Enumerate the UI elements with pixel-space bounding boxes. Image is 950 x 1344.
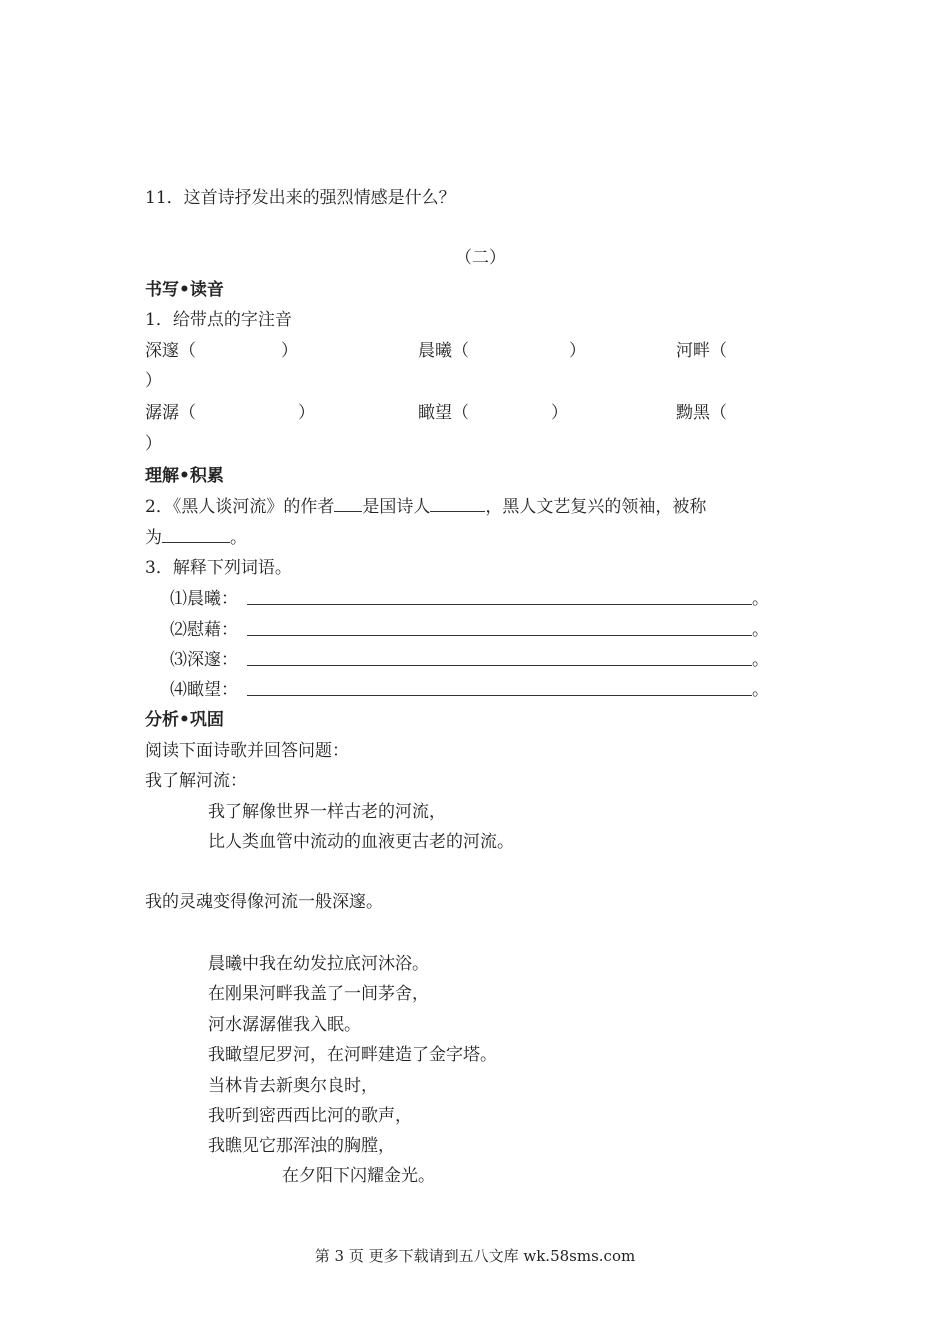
pinyin-item bbox=[676, 402, 727, 424]
open-paren: （ bbox=[179, 403, 196, 423]
pinyin-item bbox=[418, 402, 568, 424]
pinyin-item bbox=[145, 340, 298, 362]
close-paren: ） bbox=[281, 341, 298, 361]
nationality-blank[interactable] bbox=[430, 495, 485, 512]
item-word: 深邃 bbox=[145, 341, 179, 361]
question-3-prompt: 3．解释下列词语。 bbox=[145, 558, 292, 578]
author-blank[interactable] bbox=[334, 495, 362, 512]
close-paren: ） bbox=[551, 403, 568, 423]
page-footer: 第 3 页 更多下载请到五八文库 wk.58sms.com bbox=[314, 1247, 636, 1265]
question-2-line1 bbox=[145, 495, 706, 518]
definition-answer-line[interactable] bbox=[247, 665, 752, 666]
poem-line: 我了解河流： bbox=[145, 771, 247, 791]
item-word: 黝黑 bbox=[676, 403, 710, 423]
pinyin-item bbox=[145, 402, 315, 424]
q2-end: 。 bbox=[230, 528, 247, 548]
heading-understanding: 理解•积累 bbox=[145, 466, 224, 486]
question-11: 11．这首诗抒发出来的强烈情感是什么？ bbox=[145, 188, 456, 208]
item-word: 河畔 bbox=[676, 341, 710, 361]
poem-line: 晨曦中我在幼发拉底河沐浴。 bbox=[208, 954, 429, 974]
open-paren: （ bbox=[452, 341, 469, 361]
poem-line: 当林肯去新奥尔良时， bbox=[208, 1076, 378, 1096]
q2-text: 2．《黑人谈河流》的作者 bbox=[145, 497, 335, 517]
definition-answer-line[interactable] bbox=[247, 635, 752, 636]
heading-writing-pronunciation: 书写•读音 bbox=[145, 280, 224, 300]
definition-answer-line[interactable] bbox=[247, 604, 752, 605]
open-paren: （ bbox=[710, 341, 727, 361]
open-paren: （ bbox=[710, 403, 727, 423]
pinyin-item bbox=[676, 340, 727, 362]
definition-end: 。 bbox=[752, 680, 769, 700]
reading-prompt: 阅读下面诗歌并回答问题： bbox=[145, 741, 349, 761]
close-paren-wrapped: ） bbox=[145, 371, 162, 391]
poem-line: 我听到密西西比河的歌声， bbox=[208, 1106, 412, 1126]
q2-text: 是国诗人 bbox=[362, 497, 431, 517]
close-paren: ） bbox=[298, 403, 315, 423]
poem-line: 我了解像世界一样古老的河流， bbox=[208, 802, 446, 822]
poem-line: 在夕阳下闪耀金光。 bbox=[282, 1166, 435, 1186]
definition-label: ⑷瞰望： bbox=[170, 680, 238, 700]
poem-line: 河水潺潺催我入眠。 bbox=[208, 1015, 361, 1035]
close-paren-wrapped: ） bbox=[145, 434, 162, 454]
poem-line: 我的灵魂变得像河流一般深邃。 bbox=[145, 892, 383, 912]
close-paren: ） bbox=[569, 341, 586, 361]
title-blank[interactable] bbox=[162, 526, 230, 543]
section-title: （二） bbox=[455, 248, 506, 268]
pinyin-item bbox=[418, 340, 586, 362]
definition-label: ⑵慰藉： bbox=[170, 620, 238, 640]
item-word: 瞰望 bbox=[418, 403, 452, 423]
definition-end: 。 bbox=[752, 620, 769, 640]
definition-label: ⑴晨曦： bbox=[170, 589, 238, 609]
definition-label: ⑶深邃： bbox=[170, 650, 238, 670]
item-word: 晨曦 bbox=[418, 341, 452, 361]
heading-analysis: 分析•巩固 bbox=[145, 710, 224, 730]
poem-line: 我瞰望尼罗河，在河畔建造了金字塔。 bbox=[208, 1045, 497, 1065]
definition-end: 。 bbox=[752, 650, 769, 670]
poem-line: 我瞧见它那浑浊的胸膛， bbox=[208, 1136, 395, 1156]
open-paren: （ bbox=[179, 341, 196, 361]
q2-text: ，黑人文艺复兴的领袖，被称 bbox=[485, 497, 707, 517]
open-paren: （ bbox=[452, 403, 469, 423]
question-1-prompt: 1．给带点的字注音 bbox=[145, 310, 292, 330]
definition-end: 。 bbox=[752, 589, 769, 609]
question-2-line2 bbox=[145, 526, 247, 549]
q2-text: 为 bbox=[145, 528, 162, 548]
poem-line: 比人类血管中流动的血液更古老的河流。 bbox=[208, 832, 514, 852]
item-word: 潺潺 bbox=[145, 403, 179, 423]
definition-answer-line[interactable] bbox=[247, 695, 752, 696]
poem-line: 在刚果河畔我盖了一间茅舍， bbox=[208, 984, 429, 1004]
